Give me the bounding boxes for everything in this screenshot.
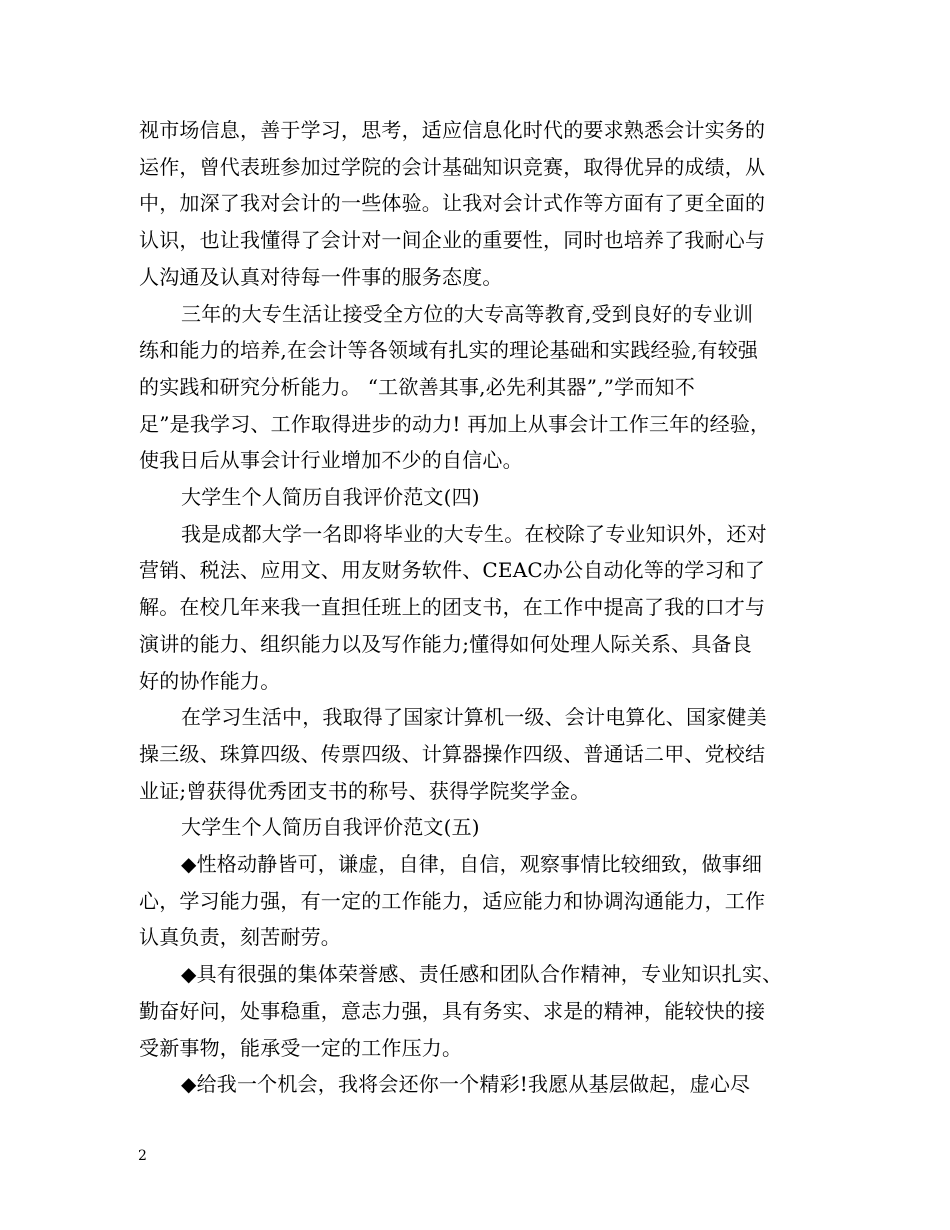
paragraph-line: 好的协作能力。 [139,668,281,693]
paragraph-line: 解。在校几年来我一直担任班上的团支书，在工作中提高了我的口才与 [139,595,766,620]
paragraph-line: 三年的大专生活让接受全方位的大专高等教育,受到良好的专业训 [181,301,754,326]
paragraph-line: 中，加深了我对会计的一些体验。让我对会计式作等方面有了更全面的 [139,191,766,216]
paragraph-line: 营销、税法、应用文、用友财务软件、CEAC办公自动化等的学习和了 [139,558,766,583]
paragraph-line: 视市场信息，善于学习，思考，适应信息化时代的要求熟悉会计实务的 [139,118,766,142]
bullet-paragraph-teamwork [139,956,815,1066]
paragraph-certificates [139,699,815,809]
paragraph-chengdu-university [139,516,815,700]
paragraph-college-life [139,296,815,480]
page-number: 2 [138,1148,147,1164]
paragraph-line: 演讲的能力、组织能力以及写作能力;懂得如何处理人际关系、具备良 [139,631,752,656]
paragraph-line: 勤奋好问，处事稳重，意志力强，具有务实、求是的精神，能较快的接 [139,998,766,1023]
paragraph-line: 使我日后从事会计行业增加不少的自信心。 [139,448,523,473]
paragraph-line: 足”是我学习、工作取得进步的动力! 再加上从事会计工作三年的经验， [139,411,771,436]
paragraph-line: 心，学习能力强，有一定的工作能力，适应能力和协调沟通能力，工作 [139,888,766,913]
bullet-paragraph-personality [139,846,815,956]
paragraph-line: 在学习生活中，我取得了国家计算机一级、会计电算化、国家健美 [181,705,767,730]
section-heading-text: 大学生个人简历自我评价范文(五) [181,815,480,840]
paragraph-accounting-experience [139,112,815,296]
paragraph-line: 的实践和研究分析能力。 “工欲善其事,必先利其器”,”学而知不 [139,374,695,399]
paragraph-line: ◆具有很强的集体荣誉感、责任感和团队合作精神，专业知识扎实、 [181,962,783,987]
paragraph-line: ◆给我一个机会，我将会还你一个精彩!我愿从基层做起，虚心尽 [181,1072,751,1097]
paragraph-line: 业证;曾获得优秀团支书的称号、获得学院奖学金。 [139,778,591,803]
paragraph-line: 人沟通及认真对待每一件事的服务态度。 [139,264,503,289]
paragraph-line: 认真负责，刻苦耐劳。 [139,925,341,950]
document-body [139,112,815,1103]
paragraph-line: ◆性格动静皆可，谦虚，自律，自信，观察事情比较细致，做事细 [181,852,763,877]
section-heading-four [139,479,815,516]
paragraph-line: 认识，也让我懂得了会计对一间企业的重要性，同时也培养了我耐心与 [139,228,766,253]
paragraph-line: 运作，曾代表班参加过学院的会计基础知识竞赛，取得优异的成绩，从 [139,154,766,179]
section-heading-text: 大学生个人简历自我评价范文(四) [181,485,480,510]
paragraph-line: 受新事物，能承受一定的工作压力。 [139,1035,463,1060]
bullet-paragraph-opportunity [139,1066,815,1103]
paragraph-line: 操三级、珠算四级、传票四级、计算器操作四级、普通话二甲、党校结 [139,741,766,766]
paragraph-line: 练和能力的培养,在会计等各领域有扎实的理论基础和实践经验,有较强 [139,338,759,363]
section-heading-five [139,809,815,846]
paragraph-line: 我是成都大学一名即将毕业的大专生。在校除了专业知识外，还对 [181,521,767,546]
